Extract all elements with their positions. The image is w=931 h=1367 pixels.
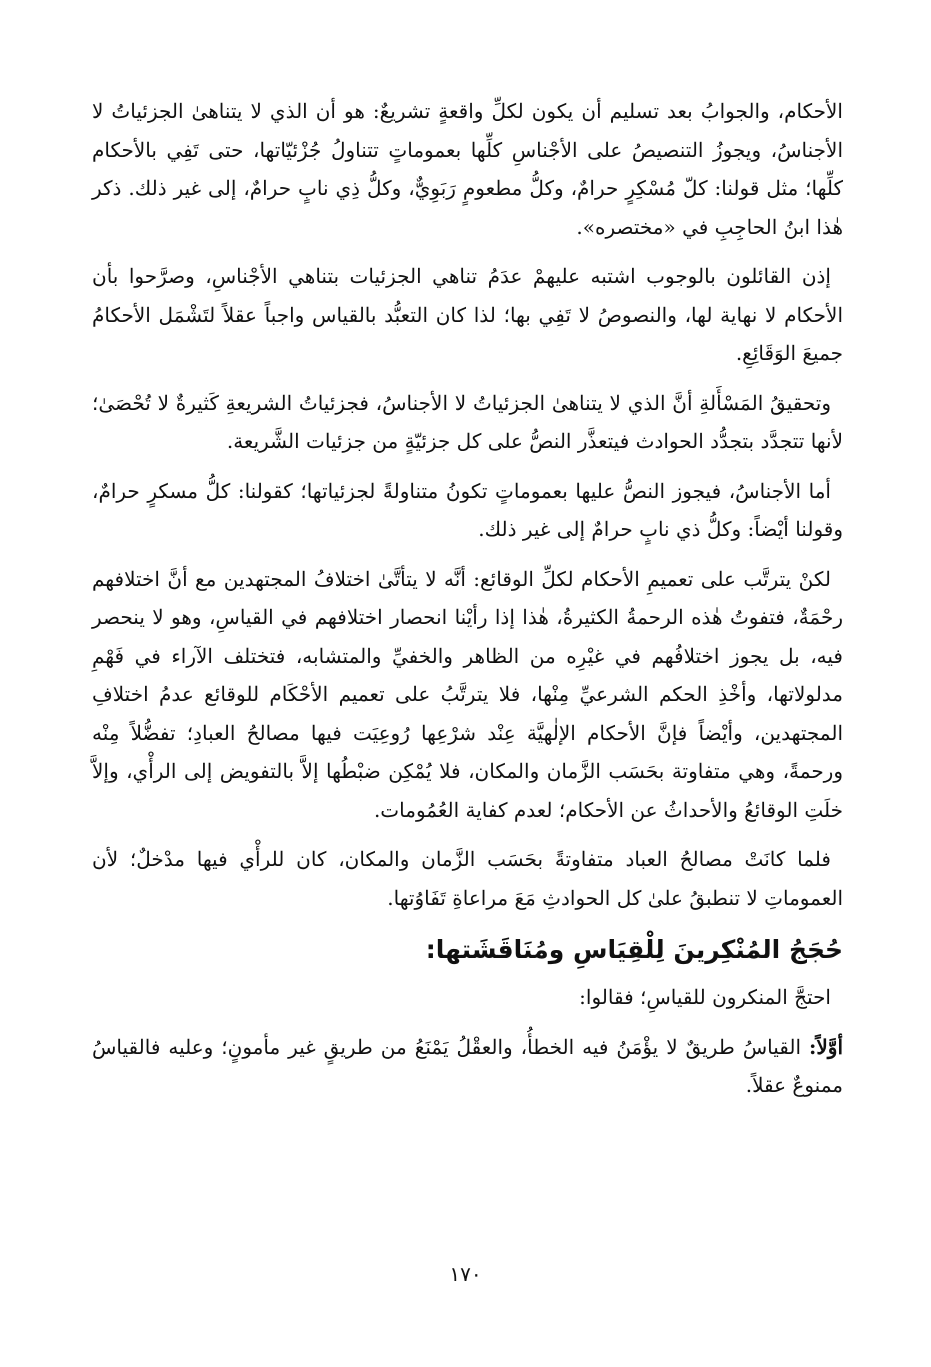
paragraph-6: فلما كانَتْ مصالحُ العباد متفاوتةً بحَسَب الزَّمان والمكان، كان للرأْي فيها مدْخلٌ؛ لأن العموماتِ لا تنطبقُ علىٰ كل الحوادثِ مَعَ مراعاةِ تَفَاوُتها.: [92, 847, 843, 910]
paragraph-2: إذن القائلون بالوجوب اشتبه عليهمْ عدَمُ تناهي الجزئيات بتناهي الأجْناسِ، وصرَّحوا بأن الأحكام لا نهاية لها، والنصوصُ لا تَفِي بها؛ لذا كان التعبُّد بالقياس واجباً عقلاً لتَشْمَل الأحكامُ جميعَ الوَقَائِعِ.: [92, 264, 843, 365]
paragraph-3: وتحقيقُ المَسْأَلةِ أنَّ الذي لا يتناهىٰ الجزئياتُ لا الأجناسُ، فجزئياتُ الشريعةِ كَثيرةٌ لا تُحْصَىٰ؛ لأنها تتجدَّد بتجدُّد الحوادث فيتعذَّر النصُّ على كل جزئيّةٍ من جزئيات الشَّريعة.: [92, 390, 843, 453]
first-point: [92, 1028, 843, 1105]
paragraph-4: أما الأجناسُ، فيجوز النصُّ عليها بعموماتٍ تكونُ متناولةً لجزئياتها؛ كقولنا: كلُّ مسكرٍ حرامٌ، وقولنا أيْضاً: وكلُّ ذي نابٍ حرامٌ إلى غير ذلك.: [92, 478, 843, 541]
intro-line: احتجَّ المنكرون للقياسِ؛ فقالوا:: [579, 985, 831, 1009]
paragraph-5: لكنْ يترتَّب على تعميمِ الأحكام لكلِّ الوقائع: أنَّه لا يتأتَّىٰ اختلافُ المجتهدين مع أنَّ اختلافهم رحْمَةٌ، فتفوتُ هٰذه الرحمةُ الكثيرةُ، هٰذا إذا رأيْنا انحصار اختلافهم في القياسِ، وهو لا ينحصر فيه، بل يجوز اختلافُهم في غيْرِه من الظاهر والخفيِّ والمتشابه، فتختلف الآراء في فَهْمِ مدلولاتها، وأخْذِ الحكم الشرعيِّ مِنْها، فلا يترتَّبُ على تعميم الأحْكَام للوقائع عدمُ اختلافِ المجتهدين، وأيْضاً فإنَّ الأحكام الإلٰهيَّة عِنْد شرْعِها رُوعِيَت فيها مصالحُ العبادِ؛ تفضُّلاً مِنْه ورحمةً، وهي متفاوتة بحَسَب الزَّمان والمكان، فلا يُمْكِن ضبْطُها إلاَّ بالتفويض إلى الرأْي، وإلاَّ خلَتِ الوقائعُ والأحداثُ عن الأحكام؛ لعدم كفاية العُمُومات.: [92, 566, 843, 822]
first-point-text: القياسُ طريقٌ لا يؤْمَنُ فيه الخطأُ، والعقْلُ يَمْنَعُ من طريقٍ غير مأمونٍ؛ وعليه فالقياسُ ممنوعٌ عقلاً.: [92, 1034, 843, 1097]
first-point-label: أوَّلاً:: [809, 1034, 844, 1059]
page-body: [92, 92, 843, 1116]
paragraph-1: الأحكام، والجوابُ بعد تسليم أن يكون لكلِّ واقعةٍ تشريعٌ: هو أن الذي لا يتناهىٰ الجزئياتُ لا الأجناسُ، ويجوزُ التنصيصُ على الأجْناسِ كلِّها بعموماتٍ تتناولُ جُزْئيّاتها، حتى تَفِي بالأحكام كلِّها؛ مثل قولنا: كلّ مُسْكِرٍ حرامٌ، وكلُّ مطعومٍ رَبَوِيٌّ، وكلُّ ذِي نابٍ حرامٌ، إلى غير ذلك. ذكر هٰذا ابنُ الحاجِبِ في «مختصره».: [92, 99, 843, 239]
section-heading: حُجَجُ المُنْكِرينَ لِلْقِيَاسِ ومُنَاقَشَتها:: [425, 935, 843, 964]
page-number: ١٧٠: [449, 1262, 482, 1286]
